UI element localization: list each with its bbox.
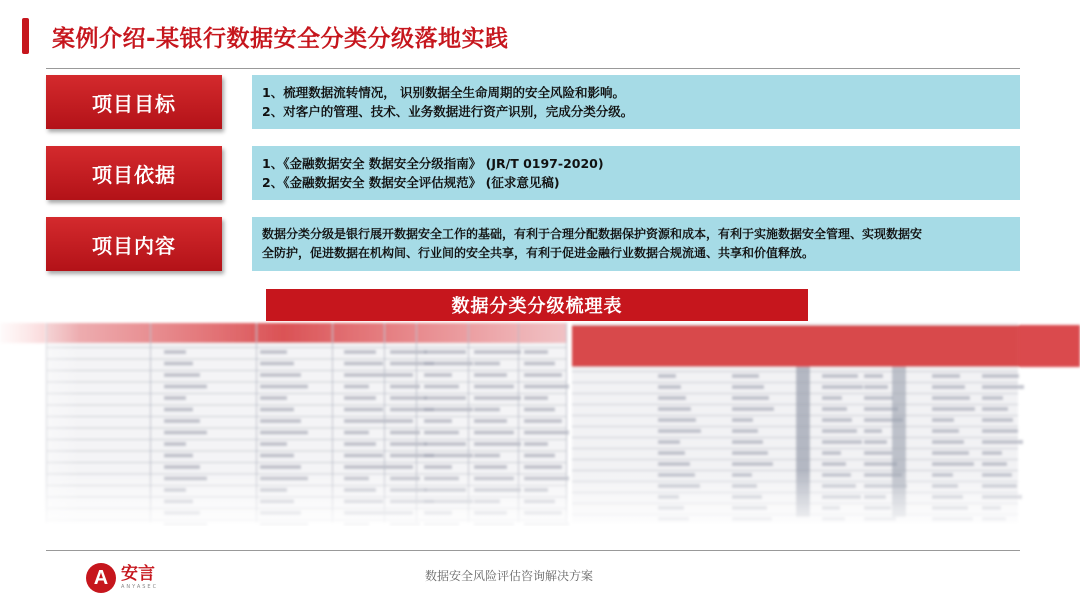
table-cell-text xyxy=(344,454,383,458)
table-cell-text xyxy=(524,431,569,435)
table-grid-line xyxy=(572,404,1018,405)
logo-subtext: ANYASEC xyxy=(121,584,159,590)
table-cell-text xyxy=(932,407,975,411)
row-project-content xyxy=(46,217,1020,271)
row-line: 1、《金融数据安全 数据安全分级指南》 (JR/T 0197-2020) xyxy=(262,156,604,171)
footer-divider xyxy=(46,550,1020,551)
table-cell-text xyxy=(344,442,376,446)
table-cell-text xyxy=(260,396,287,400)
row-line: 全防护，促进数据在机构间、行业间的安全共享，有利于促进金融行业数据合规流通、共享和价值释放。 xyxy=(262,246,815,260)
row-project-goal xyxy=(46,75,1020,129)
table-grid-line xyxy=(572,393,1018,394)
table-cell-text xyxy=(344,362,383,366)
table-cell-text xyxy=(982,440,1023,444)
table-cell-text xyxy=(474,419,507,423)
table-grid-line xyxy=(46,405,566,406)
logo-text: 安言 xyxy=(121,564,155,584)
table-cell-text xyxy=(344,419,390,423)
table-cell-text xyxy=(164,362,193,366)
table-grid-line xyxy=(46,416,566,417)
table-cell-text xyxy=(822,451,841,455)
table-cell-text xyxy=(732,407,774,411)
row-content xyxy=(252,75,1020,129)
table-cell-text xyxy=(164,396,186,400)
table-cell-text xyxy=(260,431,308,435)
table-cell-text xyxy=(474,396,521,400)
table-cell-text xyxy=(982,462,1007,466)
table-cell-text xyxy=(424,362,473,366)
table-cell-text xyxy=(474,373,507,377)
table-cell-text xyxy=(164,465,200,469)
table-cell-text xyxy=(524,373,562,377)
table-cell-text xyxy=(732,385,764,389)
table-cell-text xyxy=(864,440,887,444)
table-cell-text xyxy=(474,350,521,354)
table-cell-text xyxy=(424,431,459,435)
table-cell-text xyxy=(822,396,842,400)
table-cell-text xyxy=(164,385,207,389)
table-cell-text xyxy=(864,396,893,400)
table-cell-text xyxy=(164,408,193,412)
table-cell-text xyxy=(932,396,970,400)
table-cell-text xyxy=(424,408,473,412)
row-line: 数据分类分级是银行展开数据安全工作的基础，有利于合理分配数据保护资源和成本，有利于实施数据安全管理、实现数据安 xyxy=(262,227,923,241)
table-grid-line xyxy=(46,359,566,360)
table-cell-text xyxy=(822,374,858,378)
table-grid-line xyxy=(572,371,1018,372)
table-cell-text xyxy=(344,396,376,400)
table-cell-text xyxy=(390,431,420,435)
table-cell-text xyxy=(390,419,413,423)
table-cell-text xyxy=(390,385,420,389)
title-divider xyxy=(46,68,1020,69)
table-cell-text xyxy=(390,350,427,354)
row-line: 2、对客户的管理、技术、业务数据进行资产识别，完成分类分级。 xyxy=(262,104,634,119)
table-grid-line xyxy=(46,393,566,394)
table-cell-text xyxy=(822,440,862,444)
table-cell-text xyxy=(524,385,569,389)
table-cell-text xyxy=(864,385,888,389)
table-cell-text xyxy=(732,396,769,400)
table-cell-text xyxy=(260,408,294,412)
table-cell-text xyxy=(524,442,548,446)
table-cell-text xyxy=(982,451,1002,455)
table-cell-text xyxy=(982,407,1008,411)
table-cell-text xyxy=(732,462,773,466)
logo-mark-icon: A xyxy=(86,563,116,593)
table-cell-text xyxy=(732,418,753,422)
table-cell-text xyxy=(344,431,369,435)
table-cell-text xyxy=(658,385,681,389)
table-cell-text xyxy=(982,374,1019,378)
table-cell-text xyxy=(260,362,294,366)
table-grid-line xyxy=(46,382,566,383)
table-cell-text xyxy=(344,408,383,412)
table-cell-text xyxy=(524,362,555,366)
table-cell-text xyxy=(658,462,690,466)
footer-caption: 数据安全风险评估咨询解决方案 xyxy=(425,569,594,583)
table-cell-text xyxy=(260,373,301,377)
row-label: 项目依据 xyxy=(46,146,222,200)
table-cell-text xyxy=(164,419,200,423)
row-line: 2、《金融数据安全 数据安全评估规范》 (征求意见稿) xyxy=(262,175,560,190)
table-cell-text xyxy=(932,385,965,389)
table-grid-line xyxy=(572,426,1018,427)
table-cell-text xyxy=(424,465,452,469)
table-cell-text xyxy=(424,454,473,458)
page-title: 案例介绍-某银行数据安全分类分级落地实践 xyxy=(52,26,509,52)
table-cell-text xyxy=(474,385,514,389)
table-cell-text xyxy=(658,440,680,444)
table-cell-text xyxy=(658,396,686,400)
table-cell-text xyxy=(524,419,562,423)
table-cell-text xyxy=(822,429,857,433)
table-cell-text xyxy=(822,407,847,411)
table-grid-line xyxy=(46,370,566,371)
table-cell-text xyxy=(424,385,459,389)
table-cell-text xyxy=(932,440,964,444)
row-line: 1、梳理数据流转情况， 识别数据全生命周期的安全风险和影响。 xyxy=(262,85,626,100)
table-cell-text xyxy=(424,442,466,446)
table-cell-text xyxy=(658,451,685,455)
table-cell-text xyxy=(344,350,376,354)
table-cell-text xyxy=(344,465,390,469)
table-cell-text xyxy=(390,373,413,377)
table-cell-text xyxy=(822,462,846,466)
table-cell-text xyxy=(390,465,413,469)
table-cell-text xyxy=(164,454,193,458)
table-cell-text xyxy=(390,396,427,400)
table-cell-text xyxy=(260,465,301,469)
table-cell-text xyxy=(344,373,390,377)
row-label: 项目内容 xyxy=(46,217,222,271)
table-cell-text xyxy=(164,373,200,377)
table-cell-text xyxy=(474,442,521,446)
row-label: 项目目标 xyxy=(46,75,222,129)
table-grid-line xyxy=(572,448,1018,449)
table-cell-text xyxy=(424,419,452,423)
table-grid-line xyxy=(46,451,566,452)
table-cell-text xyxy=(864,451,892,455)
table-cell-text xyxy=(524,396,548,400)
table-cell-text xyxy=(424,396,466,400)
table-cell-text xyxy=(864,374,883,378)
table-cell-text xyxy=(658,418,696,422)
table-grid-line xyxy=(46,439,566,440)
table-cell-text xyxy=(390,442,427,446)
table-cell-text xyxy=(732,440,763,444)
table-grid-line xyxy=(46,347,566,348)
table-cell-text xyxy=(932,451,969,455)
table-cell-text xyxy=(260,385,308,389)
table-grid-line xyxy=(46,428,566,429)
table-cell-text xyxy=(822,385,863,389)
table-cell-text xyxy=(164,442,186,446)
table-cell-text xyxy=(260,442,287,446)
table-cell-text xyxy=(260,350,287,354)
table-grid-line xyxy=(572,415,1018,416)
table-cell-text xyxy=(658,429,701,433)
table-cell-text xyxy=(732,374,759,378)
table-cell-text xyxy=(822,418,852,422)
table-cell-text xyxy=(732,451,768,455)
table-cell-text xyxy=(524,454,555,458)
table-cell-text xyxy=(474,431,514,435)
table-cell-text xyxy=(524,465,562,469)
table-cell-text xyxy=(658,407,691,411)
table-cell-text xyxy=(164,350,186,354)
table-grid-line xyxy=(572,459,1018,460)
table-grid-line xyxy=(46,462,566,463)
title-accent-bar xyxy=(22,18,29,54)
table-cell-text xyxy=(864,429,882,433)
table-cell-text xyxy=(658,374,676,378)
table-cell-text xyxy=(474,454,500,458)
table-cell-text xyxy=(344,385,369,389)
table-cell-text xyxy=(424,350,466,354)
table-cell-text xyxy=(982,418,1013,422)
table-banner: 数据分类分级梳理表 xyxy=(266,289,808,321)
table-cell-text xyxy=(932,374,960,378)
table-cell-text xyxy=(932,418,954,422)
table-cell-text xyxy=(932,462,974,466)
row-project-basis xyxy=(46,146,1020,200)
table-cell-text xyxy=(424,373,452,377)
table-cell-text xyxy=(524,350,548,354)
table-cell-text xyxy=(982,396,1003,400)
row-content xyxy=(252,217,1020,271)
row-content xyxy=(252,146,1020,200)
table-cell-text xyxy=(982,385,1024,389)
table-cell-text xyxy=(474,362,500,366)
table-cell-text xyxy=(982,429,1018,433)
table-cell-text xyxy=(932,429,959,433)
table-cell-text xyxy=(524,408,555,412)
table-grid-line xyxy=(572,437,1018,438)
table-cell-text xyxy=(732,429,758,433)
table-grid-line xyxy=(572,382,1018,383)
table-cell-text xyxy=(164,431,207,435)
table-fade-bottom xyxy=(0,470,1080,530)
table-cell-text xyxy=(474,408,500,412)
table-cell-text xyxy=(260,419,301,423)
company-logo xyxy=(86,563,158,593)
table-cell-text xyxy=(474,465,507,469)
table-cell-text xyxy=(260,454,294,458)
